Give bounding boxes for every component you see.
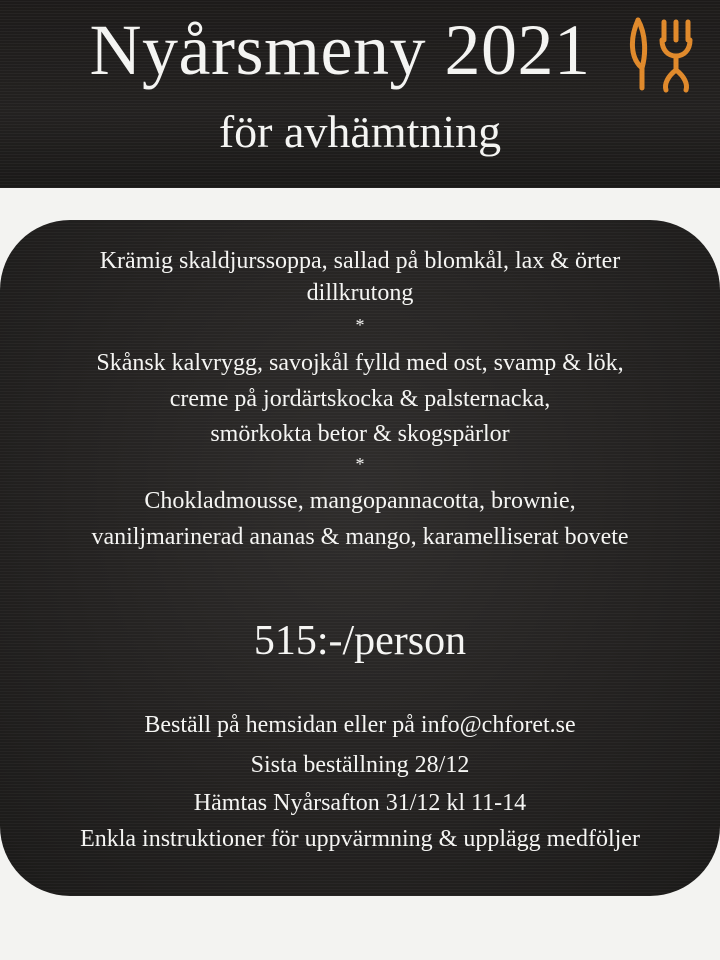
price: 515:-/person [253, 618, 467, 664]
main-line-1: Skånsk kalvrygg, savojkål fylld med ost, svamp & lök, [96, 350, 624, 376]
info-line-deadline: Sista beställning 28/12 [250, 752, 470, 778]
page-title: Nyårsmeny 2021 [89, 10, 591, 90]
course-separator-2: * [355, 454, 365, 474]
page-subtitle: för avhämtning [218, 106, 502, 157]
info-line-pickup: Hämtas Nyårsafton 31/12 kl 11-14 [193, 790, 527, 816]
header-banner [0, 0, 720, 188]
starter-line-2: dillkrutong [306, 280, 414, 306]
info-line-instructions: Enkla instruktioner för uppvärmning & upplägg medföljer [80, 826, 640, 852]
menu-card [0, 220, 720, 896]
course-separator-1: * [355, 315, 365, 335]
dessert-line-2: vaniljmarinerad ananas & mango, karamelliserat bovete [91, 524, 629, 550]
main-line-2: creme på jordärtskocka & palsternacka, [169, 386, 551, 412]
main-line-3: smörkokta betor & skogspärlor [210, 421, 510, 447]
dessert-line-1: Chokladmousse, mangopannacotta, brownie, [144, 488, 576, 514]
info-line-order: Beställ på hemsidan eller på info@chforet.se [144, 712, 576, 738]
fork-knife-icon [628, 14, 700, 94]
starter-line-1: Krämig skaldjurssoppa, sallad på blomkål, lax & örter [99, 248, 621, 274]
